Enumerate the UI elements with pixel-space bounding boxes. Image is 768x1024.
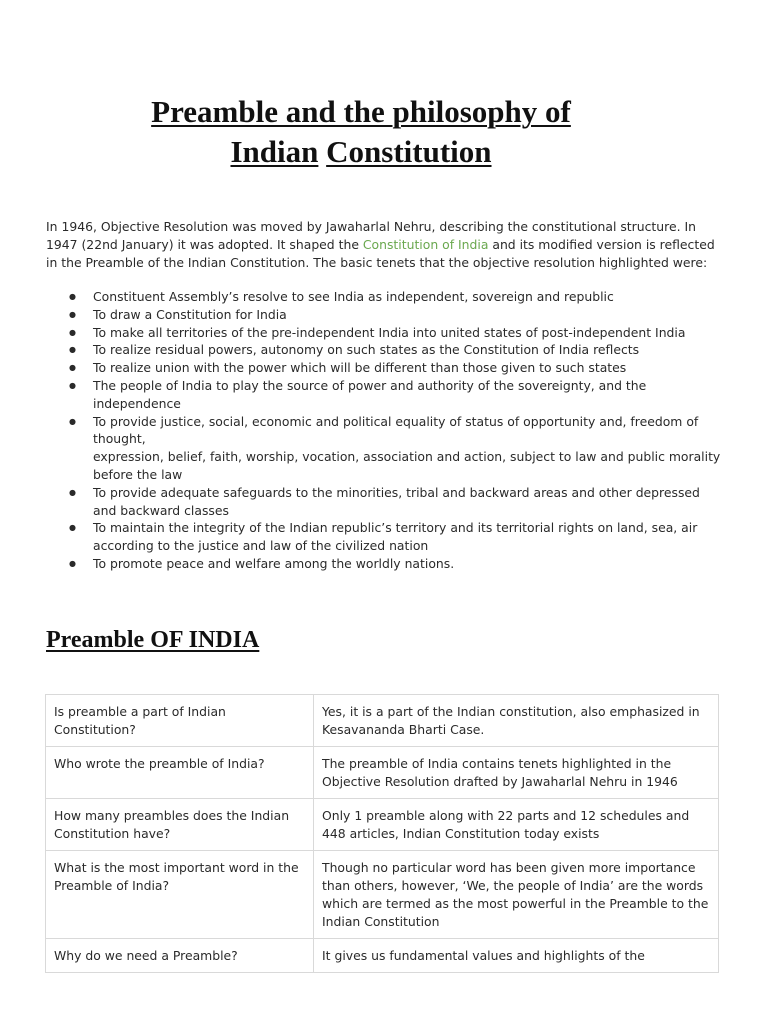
intro-text-2: and its modified version is reflected in the Preamble of the Indian Constitution. The basic tenets that the objective resolution highlighted were: <box>46 237 715 270</box>
answer-cell: It gives us fundamental values and highlights of the <box>314 939 719 973</box>
table-row <box>46 851 719 939</box>
list-item: ● To promote peace and welfare among the worldly nations. <box>46 555 726 573</box>
list-item: ● To make all territories of the pre-independent India into united states of post-independent India <box>46 324 726 342</box>
table-row <box>46 747 719 799</box>
table-row <box>46 695 719 747</box>
list-item-continuation: expression, belief, faith, worship, vocation, association and action, subject to law and public morality before the law <box>93 449 721 482</box>
answer-cell: Only 1 preamble along with 22 parts and 12 schedules and 448 articles, Indian Constitution today exists <box>314 799 719 851</box>
tenets-list <box>46 288 726 573</box>
document-title <box>0 92 722 172</box>
question-cell: Who wrote the preamble of India? <box>46 747 314 799</box>
list-item: ● To realize residual powers, autonomy on such states as the Constitution of India reflects <box>46 341 726 359</box>
question-cell: What is the most important word in the Preamble of India? <box>46 851 314 939</box>
title-word-indian: Indian <box>230 134 319 169</box>
list-item: ● Constituent Assembly’s resolve to see India as independent, sovereign and republic <box>46 288 726 306</box>
table-row <box>46 799 719 851</box>
list-item: ● The people of India to play the source of power and authority of the sovereignty, and the independence <box>46 377 726 413</box>
answer-cell: Though no particular word has been given more importance than others, however, ‘We, the people of India’ are the words which are termed as the most powerful in the Preamble to the Indian Constitution <box>314 851 719 939</box>
constitution-of-india-link[interactable]: Constitution of India <box>362 237 489 252</box>
list-item: ● To provide adequate safeguards to the minorities, tribal and backward areas and other depressed and backward classes <box>46 484 726 520</box>
question-cell: How many preambles does the Indian Constitution have? <box>46 799 314 851</box>
question-cell: Is preamble a part of Indian Constitution? <box>46 695 314 747</box>
answer-cell: Yes, it is a part of the Indian constitution, also emphasized in Kesavananda Bharti Case. <box>314 695 719 747</box>
list-item: ● To realize union with the power which will be different than those given to such states <box>46 359 726 377</box>
answer-cell: The preamble of India contains tenets highlighted in the Objective Resolution drafted by Jawaharlal Nehru in 1946 <box>314 747 719 799</box>
question-cell: Why do we need a Preamble? <box>46 939 314 973</box>
list-item: ● To draw a Constitution for India <box>46 306 726 324</box>
intro-paragraph <box>46 218 726 272</box>
list-item: ● To maintain the integrity of the Indian republic’s territory and its territorial rights on land, sea, air according to the justice and law of the civilized nation <box>46 519 726 555</box>
title-word-constitution: Constitution <box>326 134 492 169</box>
intro-text-1: In 1946, Objective Resolution was moved by Jawaharlal Nehru, describing the constitutional structure. In 1947 (22nd January) it was adopted. It shaped the <box>46 219 696 252</box>
table-row <box>46 939 719 973</box>
list-item: ● To provide justice, social, economic and political equality of status of opportunity and, freedom of thought, expression, belief, faith, worship, vocation, association and action, subject to law and public morality before the law <box>46 413 726 484</box>
section-heading-preamble: Preamble OF INDIA <box>46 627 260 653</box>
qa-table <box>45 694 719 973</box>
title-line-1: Preamble and the philosophy of <box>151 94 571 129</box>
